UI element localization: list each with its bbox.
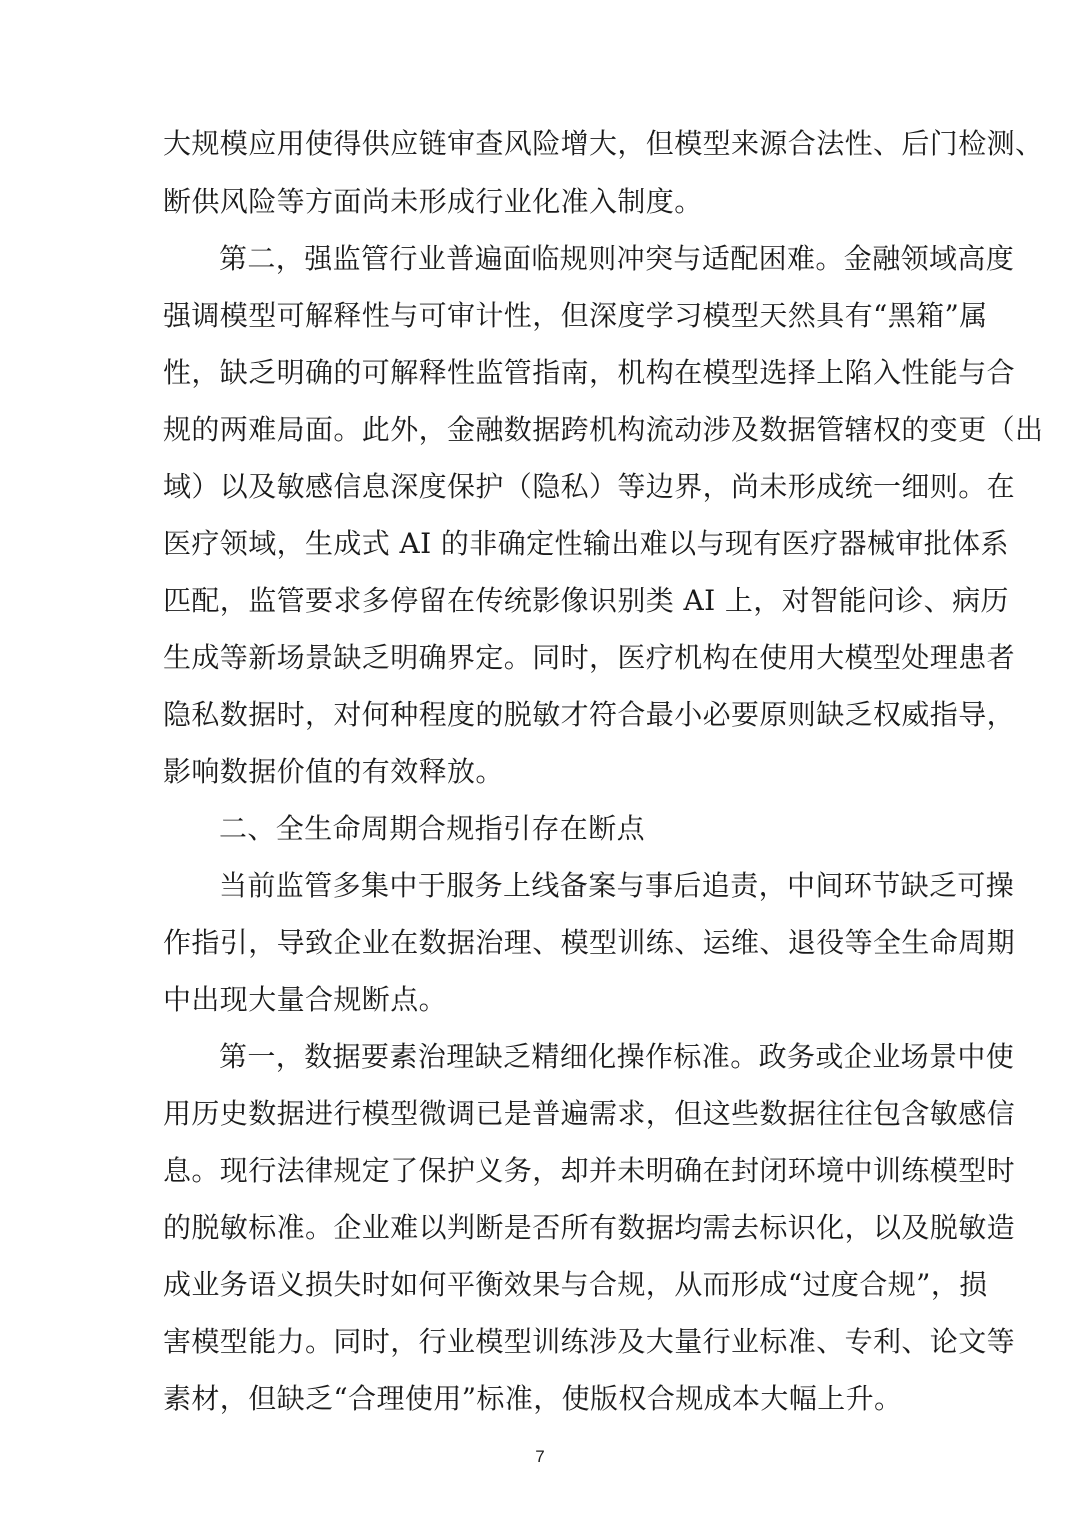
paragraph-line: 生成等新场景缺乏明确界定。同时，医疗机构在使用大模型处理患者 <box>163 641 1016 674</box>
paragraph-line: 素材，但缺乏“合理使用”标准，使版权合规成本大幅上升。 <box>163 1382 903 1415</box>
paragraph-line: 隐私数据时，对何种程度的脱敏才符合最小必要原则缺乏权威指导， <box>163 698 1016 731</box>
paragraph-line: 的脱敏标准。企业难以判断是否所有数据均需去标识化，以及脱敏造 <box>163 1211 1016 1244</box>
paragraph-line: 作指引，导致企业在数据治理、模型训练、运维、退役等全生命周期 <box>163 926 1016 959</box>
paragraph-line: 成业务语义损失时如何平衡效果与合规，从而形成“过度合规”，损 <box>163 1268 988 1301</box>
paragraph-line: 害模型能力。同时，行业模型训练涉及大量行业标准、专利、论文等 <box>163 1325 1016 1358</box>
paragraph-line: 息。现行法律规定了保护义务，却并未明确在封闭环境中训练模型时 <box>163 1154 1016 1187</box>
paragraph-line: 性，缺乏明确的可解释性监管指南，机构在模型选择上陷入性能与合 <box>163 356 1016 389</box>
paragraph-line: 第一，数据要素治理缺乏精细化操作标准。政务或企业场景中使 <box>219 1040 1015 1073</box>
paragraph-line: 域）以及敏感信息深度保护（隐私）等边界，尚未形成统一细则。在 <box>163 470 1016 503</box>
page-number: 7 <box>535 1447 545 1466</box>
paragraph-line: 匹配，监管要求多停留在传统影像识别类 AI 上，对智能问诊、病历 <box>163 584 1009 617</box>
section-heading: 二、全生命周期合规指引存在断点 <box>219 812 646 845</box>
paragraph-line: 中出现大量合规断点。 <box>163 983 448 1016</box>
paragraph-line: 大规模应用使得供应链审查风险增大，但模型来源合法性、后门检测、 <box>163 127 1044 160</box>
paragraph-line: 当前监管多集中于服务上线备案与事后追责，中间环节缺乏可操 <box>219 869 1015 902</box>
paragraph-line: 断供风险等方面尚未形成行业化准入制度。 <box>163 185 703 218</box>
paragraph-line: 第二，强监管行业普遍面临规则冲突与适配困难。金融领域高度 <box>219 242 1015 275</box>
paragraph-line: 影响数据价值的有效释放。 <box>163 755 504 788</box>
paragraph-line: 规的两难局面。此外，金融数据跨机构流动涉及数据管辖权的变更（出 <box>163 413 1044 446</box>
paragraph-line: 医疗领域，生成式 AI 的非确定性输出难以与现有医疗器械审批体系 <box>163 527 1009 560</box>
paragraph-line: 强调模型可解释性与可审计性，但深度学习模型天然具有“黑箱”属 <box>163 299 988 332</box>
paragraph-line: 用历史数据进行模型微调已是普遍需求，但这些数据往往包含敏感信 <box>163 1097 1016 1130</box>
